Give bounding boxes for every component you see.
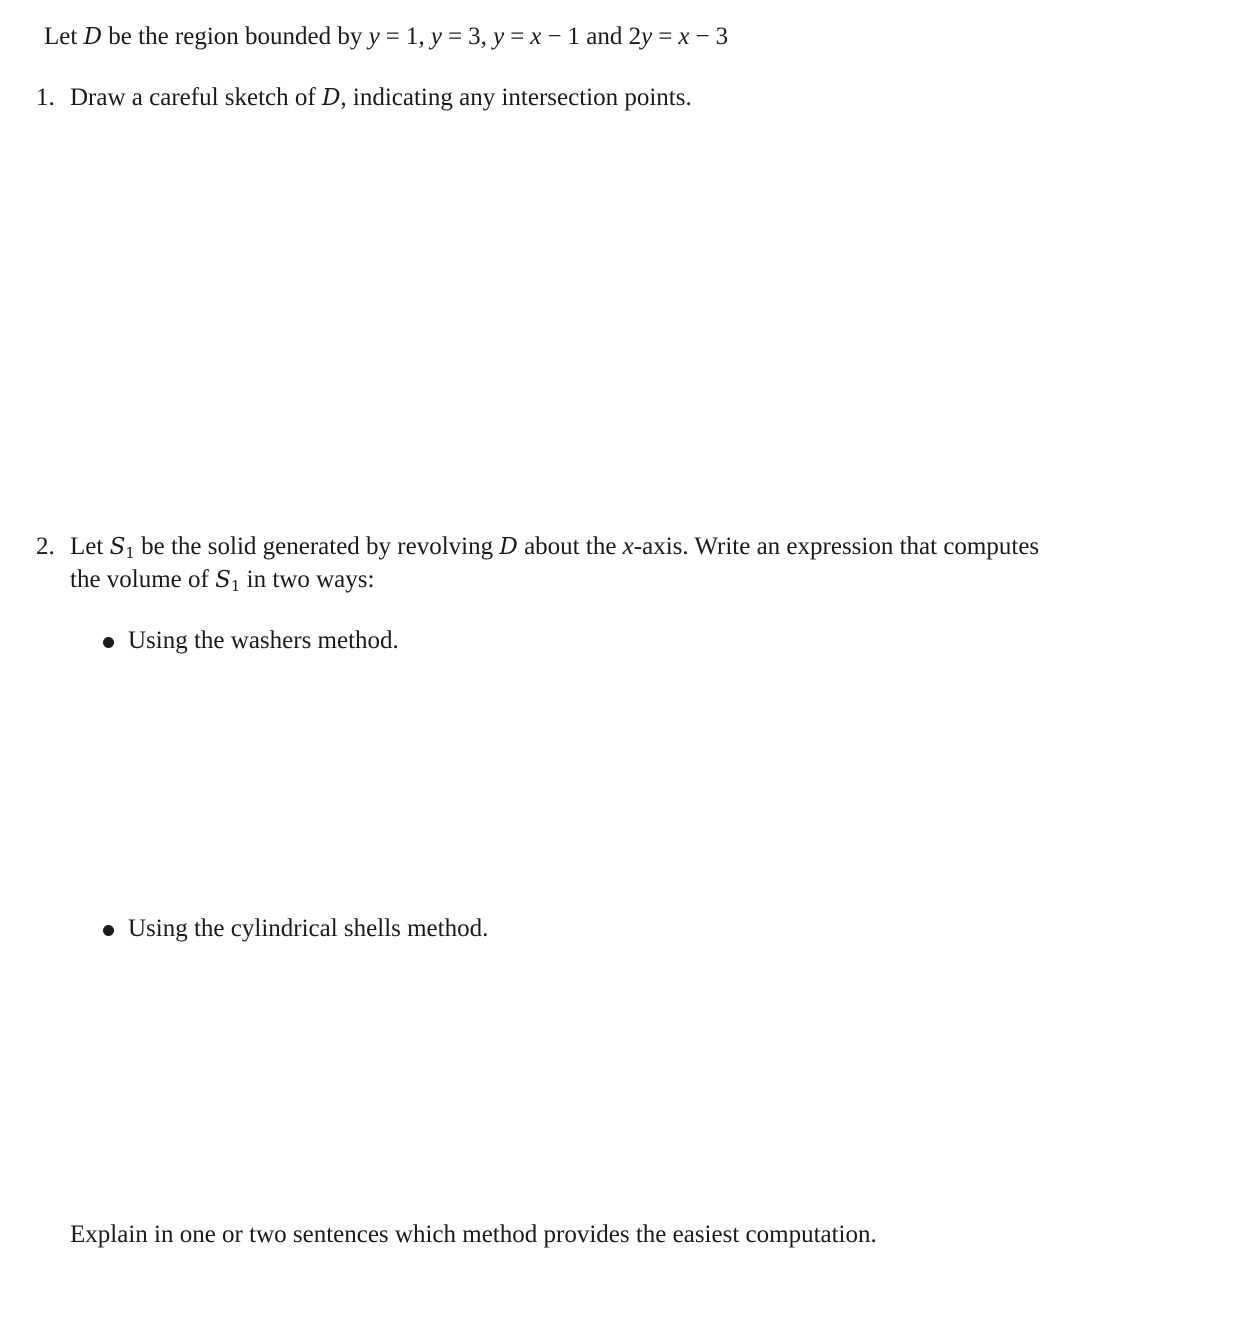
question-2-text-a: Let bbox=[70, 533, 110, 560]
intro-middle: be the region bounded by bbox=[102, 23, 369, 50]
eq4-lhs: y bbox=[641, 23, 653, 50]
eq4-coef: 2 bbox=[628, 23, 642, 50]
question-2-text-c: about the bbox=[517, 533, 623, 560]
bullet-1-text: Using the washers method. bbox=[128, 627, 399, 654]
eq3-lhs: y bbox=[493, 23, 505, 50]
solid-symbol: $S_1$ bbox=[109, 534, 135, 562]
eq4-var: x bbox=[678, 23, 690, 50]
question-1-number: 1. bbox=[36, 84, 55, 111]
solid-symbol-2: $S_1$ bbox=[215, 567, 241, 595]
eq3-minus: − bbox=[547, 23, 562, 50]
explain-prompt: Explain in one or two sentences which method provides the easiest computation. bbox=[70, 1221, 877, 1248]
question-2-line2-a: the volume of bbox=[70, 566, 216, 593]
eq1-lhs: y bbox=[368, 23, 380, 50]
eq2-lhs: y bbox=[430, 23, 442, 50]
question-1-region-symbol: D bbox=[321, 85, 341, 111]
eq2-rhs: 3, bbox=[468, 23, 487, 50]
eq3-equals: = bbox=[510, 23, 525, 50]
bullet-2-text: Using the cylindrical shells method. bbox=[128, 915, 489, 942]
question-2-line-1 bbox=[36, 531, 1039, 563]
eq2-equals: = bbox=[447, 23, 463, 50]
eq4-equals: = bbox=[658, 23, 673, 50]
question-1 bbox=[36, 82, 692, 114]
eq3-var: x bbox=[530, 23, 542, 50]
eq4-minus: − bbox=[695, 23, 710, 50]
question-2-line-2 bbox=[70, 564, 374, 596]
intro-lead: Let bbox=[44, 23, 84, 50]
question-2-text-b: be the solid generated by revolving bbox=[134, 533, 500, 560]
eq4-tail: 3 bbox=[715, 23, 729, 50]
question-2-line2-b: in two ways: bbox=[240, 566, 375, 593]
eq3-tail: 1 bbox=[567, 23, 581, 50]
question-2-region-symbol: D bbox=[499, 534, 518, 560]
bullet-1-dot bbox=[103, 637, 114, 648]
question-2-number: 2. bbox=[36, 533, 55, 560]
axis-var: x bbox=[622, 533, 634, 560]
question-2-text-d: -axis. Write an expression that computes bbox=[633, 533, 1040, 560]
eq1-rhs: 1, bbox=[405, 23, 425, 50]
question-1-text-a: Draw a careful sketch of bbox=[70, 84, 322, 111]
intro-conj: and bbox=[580, 23, 629, 50]
region-symbol: D bbox=[83, 24, 103, 50]
question-1-text-b: , indicating any intersection points. bbox=[340, 84, 692, 111]
eq1-equals: = bbox=[385, 23, 400, 50]
intro-statement bbox=[44, 21, 728, 53]
bullet-2-dot bbox=[103, 925, 114, 936]
